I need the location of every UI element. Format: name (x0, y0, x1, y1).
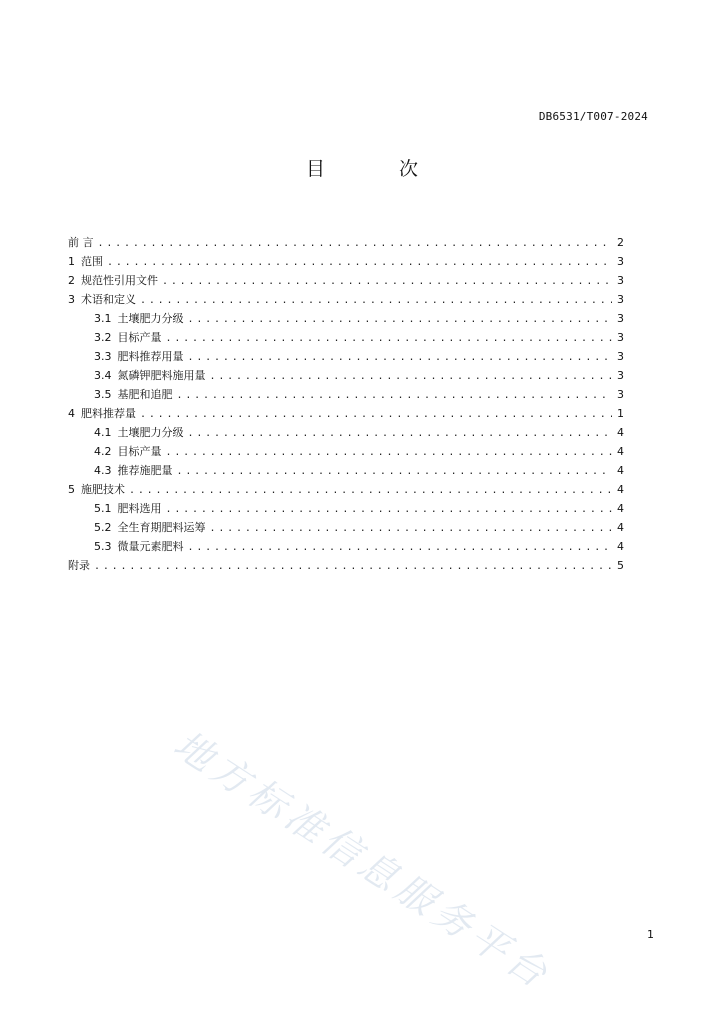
toc-entry-number: 4.2 (94, 445, 112, 458)
toc-entry[interactable] (68, 328, 624, 347)
dot-leader (140, 405, 612, 424)
table-of-contents (68, 233, 624, 575)
watermark: 地方标准信息服务平台 (166, 721, 560, 999)
toc-entry[interactable] (68, 404, 624, 423)
toc-entry-label (94, 423, 184, 442)
dot-leader (177, 462, 613, 481)
toc-entry-label (68, 271, 158, 290)
toc-entry-label (94, 385, 173, 404)
toc-entry[interactable] (68, 461, 624, 480)
toc-entry-label (94, 442, 162, 461)
dot-leader (140, 291, 612, 310)
toc-entry[interactable] (68, 347, 624, 366)
toc-entry-label (94, 461, 173, 480)
toc-entry-title: 全生育期肥料运筹 (117, 521, 206, 534)
toc-entry-number: 3.2 (94, 331, 112, 344)
toc-entry-page: 4 (617, 521, 624, 534)
toc-entry-page: 3 (617, 388, 624, 401)
toc-entry-label (68, 252, 103, 271)
toc-entry-page: 1 (617, 407, 624, 420)
toc-entry-page: 3 (617, 293, 624, 306)
toc-entry-number: 4.1 (94, 426, 112, 439)
toc-entry-label (94, 518, 206, 537)
toc-entry[interactable] (68, 290, 624, 309)
toc-entry-page: 3 (617, 350, 624, 363)
dot-leader (177, 386, 613, 405)
toc-entry[interactable] (68, 366, 624, 385)
toc-entry-page: 3 (617, 369, 624, 382)
toc-entry-title: 基肥和追肥 (117, 388, 173, 401)
toc-entry-title: 规范性引用文件 (81, 274, 158, 287)
toc-entry-page: 4 (617, 464, 624, 477)
toc-entry-page: 5 (617, 559, 624, 572)
toc-entry-label (94, 347, 184, 366)
toc-entry-page: 3 (617, 274, 624, 287)
toc-entry-number: 3 (68, 293, 75, 306)
dot-leader (94, 557, 612, 576)
toc-entry-number: 2 (68, 274, 75, 287)
toc-entry-title: 土壤肥力分级 (117, 426, 184, 439)
toc-entry-number: 5 (68, 483, 75, 496)
toc-entry-label (94, 328, 162, 347)
dot-leader (188, 348, 613, 367)
toc-entry-page: 3 (617, 312, 624, 325)
toc-entry-label (68, 556, 90, 575)
toc-entry[interactable] (68, 537, 624, 556)
toc-entry[interactable] (68, 499, 624, 518)
toc-entry-page: 4 (617, 540, 624, 553)
toc-entry-label (94, 499, 162, 518)
toc-entry-title: 氮磷钾肥料施用量 (117, 369, 206, 382)
toc-entry-title: 肥料推荐量 (81, 407, 136, 420)
toc-entry-label (94, 366, 206, 385)
toc-entry-title: 术语和定义 (81, 293, 136, 306)
toc-entry[interactable] (68, 480, 624, 499)
toc-entry-number: 4.3 (94, 464, 112, 477)
dot-leader (210, 519, 613, 538)
toc-entry-label (94, 537, 184, 556)
toc-entry-label (68, 480, 125, 499)
toc-entry-page: 2 (617, 236, 624, 249)
dot-leader (166, 500, 613, 519)
toc-entry-number: 3.5 (94, 388, 112, 401)
toc-entry-title: 微量元素肥料 (117, 540, 184, 553)
toc-entry-label (68, 404, 136, 423)
document-code: DB6531/T007-2024 (538, 110, 648, 123)
dot-leader (107, 253, 612, 272)
toc-entry-label (68, 233, 94, 252)
dot-leader (166, 443, 613, 462)
toc-entry[interactable] (68, 385, 624, 404)
toc-entry-title: 目标产量 (117, 445, 162, 458)
toc-entry[interactable] (68, 271, 624, 290)
toc-entry-page: 3 (617, 255, 624, 268)
page-title: 目 次 (305, 158, 453, 180)
toc-entry-title: 前 言 (68, 236, 94, 249)
toc-entry-title: 推荐施肥量 (117, 464, 173, 477)
toc-entry-title: 附录 (68, 559, 90, 572)
toc-entry-number: 3.1 (94, 312, 112, 325)
toc-entry[interactable] (68, 556, 624, 575)
toc-entry[interactable] (68, 518, 624, 537)
toc-entry-page: 3 (617, 331, 624, 344)
toc-entry-number: 5.2 (94, 521, 112, 534)
toc-entry-number: 3.4 (94, 369, 112, 382)
toc-entry-label (68, 290, 136, 309)
toc-entry-label (94, 309, 184, 328)
toc-entry-page: 4 (617, 483, 624, 496)
toc-entry-number: 5.1 (94, 502, 112, 515)
toc-entry[interactable] (68, 252, 624, 271)
dot-leader (188, 424, 613, 443)
toc-entry-page: 4 (617, 502, 624, 515)
toc-entry[interactable] (68, 309, 624, 328)
toc-entry-title: 肥料选用 (117, 502, 162, 515)
dot-leader (188, 538, 613, 557)
dot-leader (210, 367, 613, 386)
toc-entry-title: 土壤肥力分级 (117, 312, 184, 325)
toc-entry-title: 肥料推荐用量 (117, 350, 184, 363)
toc-entry-title: 范围 (81, 255, 103, 268)
toc-entry-number: 4 (68, 407, 75, 420)
dot-leader (98, 234, 613, 253)
toc-entry-page: 4 (617, 445, 624, 458)
toc-entry-number: 5.3 (94, 540, 112, 553)
toc-entry[interactable] (68, 233, 624, 252)
dot-leader (188, 310, 613, 329)
dot-leader (166, 329, 613, 348)
toc-entry-page: 4 (617, 426, 624, 439)
toc-entry[interactable] (68, 423, 624, 442)
dot-leader (162, 272, 612, 291)
toc-entry-number: 1 (68, 255, 75, 268)
toc-entry[interactable] (68, 442, 624, 461)
toc-entry-number: 3.3 (94, 350, 112, 363)
toc-entry-title: 施肥技术 (81, 483, 125, 496)
dot-leader (129, 481, 612, 500)
page-number: 1 (647, 928, 654, 941)
toc-entry-title: 目标产量 (117, 331, 162, 344)
